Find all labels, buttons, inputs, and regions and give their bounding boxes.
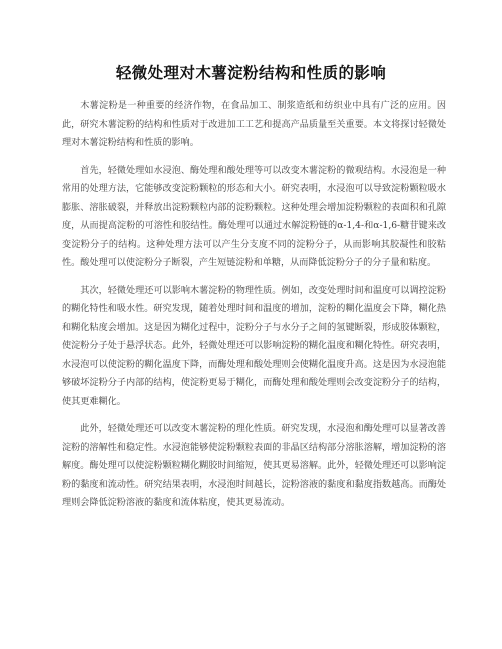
paragraph-physical-properties: 其次，轻微处理还可以影响木薯淀粉的物理性质。例如，改变处理时间和温度可以调控淀粉的糊化特性和吸水性。研究发现，随着处理时间和温度的增加，淀粉的糊化温度会下降，糊化热和糊化粘度会增加。这是因为糊化过程中，淀粉分子与水分子之间的氢键断裂，形成胶体颗粒，使淀粉分子处于悬浮状态。此外，轻微处理还可以影响淀粉的糊化温度和糊化特性。研究表明，水浸泡可以使淀粉的糊化温度下降，而酶处理和酸处理则会使糊化温度升高。这是因为水浸泡能够破坏淀粉分子内部的结构，使淀粉更易于糊化，而酶处理和酸处理则会改变淀粉分子的结构，使其更难糊化。 — [62, 285, 446, 407]
document-title: 轻微处理对木薯淀粉结构和性质的影响 — [115, 64, 387, 82]
paragraph-microstructure: 首先，轻微处理如水浸泡、酶处理和酸处理等可以改变木薯淀粉的微观结构。水浸泡是一种常用的处理方法，它能够改变淀粉颗粒的形态和大小。研究表明，水浸泡可以导致淀粉颗粒吸水膨胀、溶胀破裂，并释放出淀粉颗粒内部的淀粉颗粒。这种处理会增加淀粉颗粒的表面积和孔隙度，从而提高淀粉的可溶性和胶结性。酶处理可以通过水解淀粉链的α-1,4-和α-1,6-糖苷键来改变淀粉分子的结构。这种处理方法可以产生分支度不同的淀粉分子，从而影响其胶凝性和胶粘性。酸处理可以使淀粉分子断裂，产生短链淀粉和单糖，从而降低淀粉分子的分子量和粘度。 — [62, 165, 446, 268]
paragraph-physicochemical-properties: 此外，轻微处理还可以改变木薯淀粉的理化性质。研究发现，水浸泡和酶处理可以显著改善淀粉的溶解性和稳定性。水浸泡能够使淀粉颗粒表面的非晶区结构部分溶胀溶解，增加淀粉的溶解度。酶处理可以使淀粉颗粒糊化糊胶时间缩短，使其更易溶解。此外，轻微处理还可以影响淀粉的黏度和流动性。研究结果表明，水浸泡时间越长，淀粉溶液的黏度和黏度指数越高。而酶处理则会降低淀粉溶液的黏度和流体粘度，使其更易流动。 — [62, 424, 446, 508]
paragraph-intro: 木薯淀粉是一种重要的经济作物，在食品加工、制浆造纸和纺织业中具有广泛的应用。因此，研究木薯淀粉的结构和性质对于改进加工工艺和提高产品质量至关重要。本文将探讨轻微处理对木薯淀粉结构和性质的影响。 — [62, 101, 446, 148]
document-body — [62, 97, 446, 522]
